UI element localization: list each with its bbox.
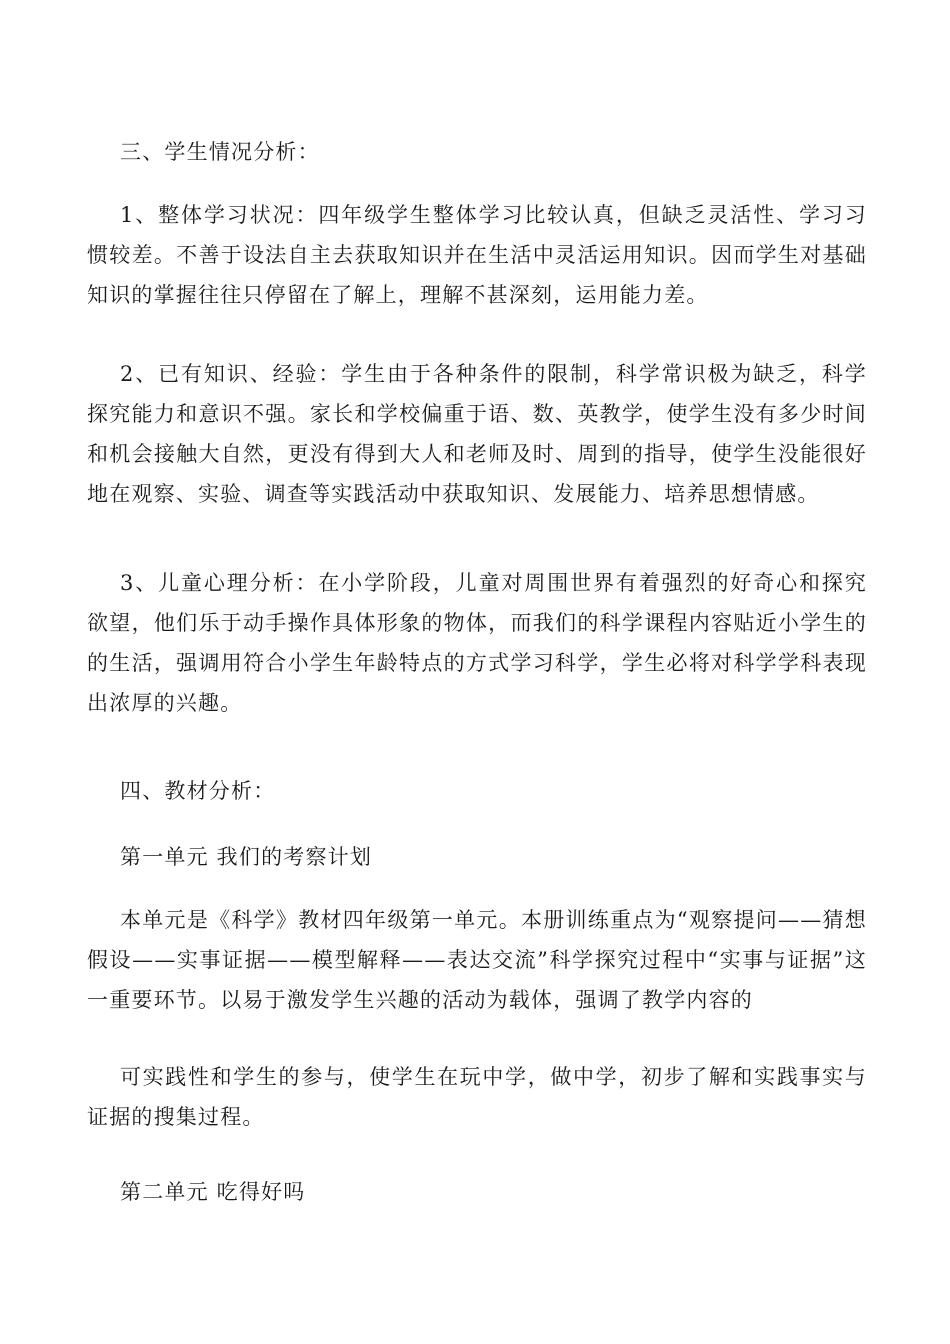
unit-1-title: 第一单元 我们的考察计划 xyxy=(120,845,373,869)
unit-1-paragraph-b: 可实践性和学生的参与，使学生在玩中学，做中学，初步了解和实践事实与证据的搜集过程。 xyxy=(87,1065,867,1129)
unit-1-paragraph-a: 本单元是《科学》教材四年级第一单元。本册训练重点为“观察提问——猜想假设——实事证据——模型解释——表达交流”科学探究过程中“实事与证据”这一重要环节。以易于激发学生兴趣的活动为载体，强调了教学内容的 xyxy=(87,908,867,1012)
paragraph-existing-knowledge: 2、已有知识、经验：学生由于各种条件的限制，科学常识极为缺乏，科学探究能力和意识不强。家长和学校偏重于语、数、英教学，使学生没有多少时间和机会接触大自然，更没有得到大人和老师及时、周到的指导，使学生没能很好地在观察、实验、调查等实践活动中获取知识、发展能力、培养思想情感。 xyxy=(87,362,867,506)
section-heading-textbook-analysis: 四、教材分析： xyxy=(120,779,276,803)
paragraph-overall-learning: 1、整体学习状况：四年级学生整体学习比较认真，但缺乏灵活性、学习习惯较差。不善于设法自主去获取知识并在生活中灵活运用知识。因而学生对基础知识的掌握往往只停留在了解上，理解不甚深刻，运用能力差。 xyxy=(87,203,867,307)
paragraph-child-psychology: 3、儿童心理分析：在小学阶段，儿童对周围世界有着强烈的好奇心和探究欲望，他们乐于动手操作具体形象的物体，而我们的科学课程内容贴近小学生的的生活，强调用符合小学生年龄特点的方式学习科学，学生必将对科学学科表现出浓厚的兴趣。 xyxy=(87,571,867,715)
unit-2-title: 第二单元 吃得好吗 xyxy=(120,1180,306,1204)
section-heading-student-analysis: 三、学生情况分析： xyxy=(120,140,320,164)
